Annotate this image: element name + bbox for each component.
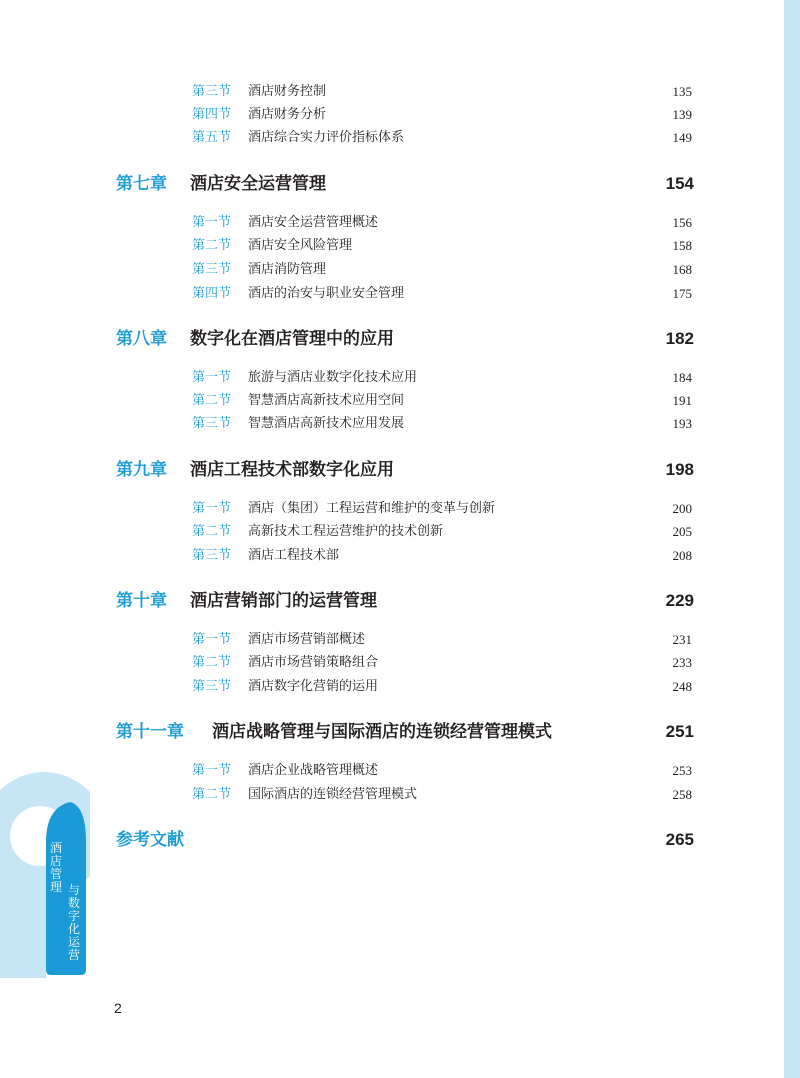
section-number: 第一节 [192, 763, 232, 778]
series-label-line2: 与 数 字 化 运 营 [67, 883, 80, 962]
toc-section-row[interactable] [192, 82, 694, 102]
section-title: 酒店安全风险管理 [248, 238, 353, 253]
chapter-title: 数字化在酒店管理中的应用 [190, 329, 394, 349]
toc-section-row[interactable] [192, 677, 694, 697]
section-number: 第四节 [192, 286, 232, 301]
chapter-page: 229 [665, 591, 694, 610]
chapter-number: 第十章 [116, 591, 167, 611]
section-page: 205 [672, 524, 692, 539]
section-title: 智慧酒店高新技术应用发展 [248, 416, 405, 431]
section-title: 酒店企业战略管理概述 [248, 763, 379, 778]
section-number: 第一节 [192, 215, 232, 230]
toc-section-row[interactable] [192, 391, 694, 411]
chapter-title: 酒店工程技术部数字化应用 [190, 460, 394, 480]
toc-section-row[interactable] [192, 213, 694, 233]
section-page: 191 [672, 393, 692, 408]
page-number: 2 [114, 1000, 122, 1016]
toc-section-row[interactable] [192, 546, 694, 566]
section-title: 智慧酒店高新技术应用空间 [248, 393, 405, 408]
section-page: 149 [672, 130, 692, 145]
toc-chapter-row[interactable] [116, 719, 694, 745]
section-title: 酒店综合实力评价指标体系 [248, 130, 405, 145]
right-edge-strip [784, 0, 800, 1078]
toc-section-row[interactable] [192, 499, 694, 519]
section-page: 168 [672, 262, 692, 277]
toc-chapter-row[interactable] [116, 171, 694, 197]
section-title: 酒店工程技术部 [248, 548, 340, 563]
section-number: 第三节 [192, 84, 232, 99]
chapter-title: 酒店营销部门的运营管理 [190, 591, 377, 611]
section-title: 酒店消防管理 [248, 262, 327, 277]
chapter-title: 酒店安全运营管理 [190, 174, 326, 194]
toc-section-row[interactable] [192, 260, 694, 280]
toc-section-row[interactable] [192, 785, 694, 805]
section-page: 175 [672, 286, 692, 301]
toc-section-row[interactable] [192, 284, 694, 304]
section-page: 258 [672, 787, 692, 802]
section-number: 第二节 [192, 655, 232, 670]
section-number: 第二节 [192, 238, 232, 253]
section-title: 酒店的治安与职业安全管理 [248, 286, 405, 301]
section-page: 200 [672, 501, 692, 516]
toc-section-row[interactable] [192, 653, 694, 673]
chapter-title: 酒店战略管理与国际酒店的连锁经营管理模式 [212, 722, 552, 742]
chapter-number: 第七章 [116, 174, 167, 194]
section-number: 第三节 [192, 262, 232, 277]
section-number: 第四节 [192, 107, 232, 122]
section-number: 第二节 [192, 524, 232, 539]
toc-chapter-row[interactable] [116, 457, 694, 483]
section-number: 第一节 [192, 632, 232, 647]
section-number: 第五节 [192, 130, 232, 145]
references-title: 参考文献 [116, 830, 184, 850]
section-number: 第三节 [192, 416, 232, 431]
section-page: 158 [672, 238, 692, 253]
section-title: 酒店市场营销部概述 [248, 632, 366, 647]
section-number: 第三节 [192, 679, 232, 694]
chapter-page: 182 [665, 329, 694, 348]
section-title: 酒店财务分析 [248, 107, 327, 122]
section-page: 208 [672, 548, 692, 563]
section-page: 139 [672, 107, 692, 122]
section-page: 135 [672, 84, 692, 99]
chapter-number: 第十一章 [116, 722, 184, 742]
toc-section-row[interactable] [192, 128, 694, 148]
toc-section-row[interactable] [192, 761, 694, 781]
section-title: 高新技术工程运营维护的技术创新 [248, 524, 444, 539]
toc-chapter-row[interactable] [116, 588, 694, 614]
series-label-line1: 酒 店 管 理 [49, 841, 62, 894]
chapter-number: 第九章 [116, 460, 167, 480]
section-number: 第二节 [192, 787, 232, 802]
section-number: 第三节 [192, 548, 232, 563]
chapter-page: 154 [665, 174, 694, 193]
section-title: 酒店财务控制 [248, 84, 327, 99]
toc-section-row[interactable] [192, 236, 694, 256]
chapter-number: 第八章 [116, 329, 167, 349]
section-title: 旅游与酒店业数字化技术应用 [248, 370, 418, 385]
toc-section-row[interactable] [192, 522, 694, 542]
section-page: 233 [672, 655, 692, 670]
section-page: 231 [672, 632, 692, 647]
toc-section-row[interactable] [192, 105, 694, 125]
section-page: 156 [672, 215, 692, 230]
toc-chapter-row[interactable] [116, 326, 694, 352]
section-number: 第二节 [192, 393, 232, 408]
section-page: 184 [672, 370, 692, 385]
references-page: 265 [665, 830, 694, 849]
section-title: 酒店市场营销策略组合 [248, 655, 379, 670]
section-title: 酒店（集团）工程运营和维护的变革与创新 [248, 501, 496, 516]
section-page: 248 [672, 679, 692, 694]
section-title: 酒店数字化营销的运用 [248, 679, 379, 694]
section-number: 第一节 [192, 370, 232, 385]
chapter-page: 198 [665, 460, 694, 479]
section-title: 国际酒店的连锁经营管理模式 [248, 787, 418, 802]
chapter-page: 251 [665, 722, 694, 741]
section-page: 193 [672, 416, 692, 431]
section-title: 酒店安全运营管理概述 [248, 215, 379, 230]
toc-section-row[interactable] [192, 630, 694, 650]
toc-section-row[interactable] [192, 414, 694, 434]
toc-references-row[interactable] [116, 827, 694, 853]
section-page: 253 [672, 763, 692, 778]
section-number: 第一节 [192, 501, 232, 516]
toc-section-row[interactable] [192, 368, 694, 388]
